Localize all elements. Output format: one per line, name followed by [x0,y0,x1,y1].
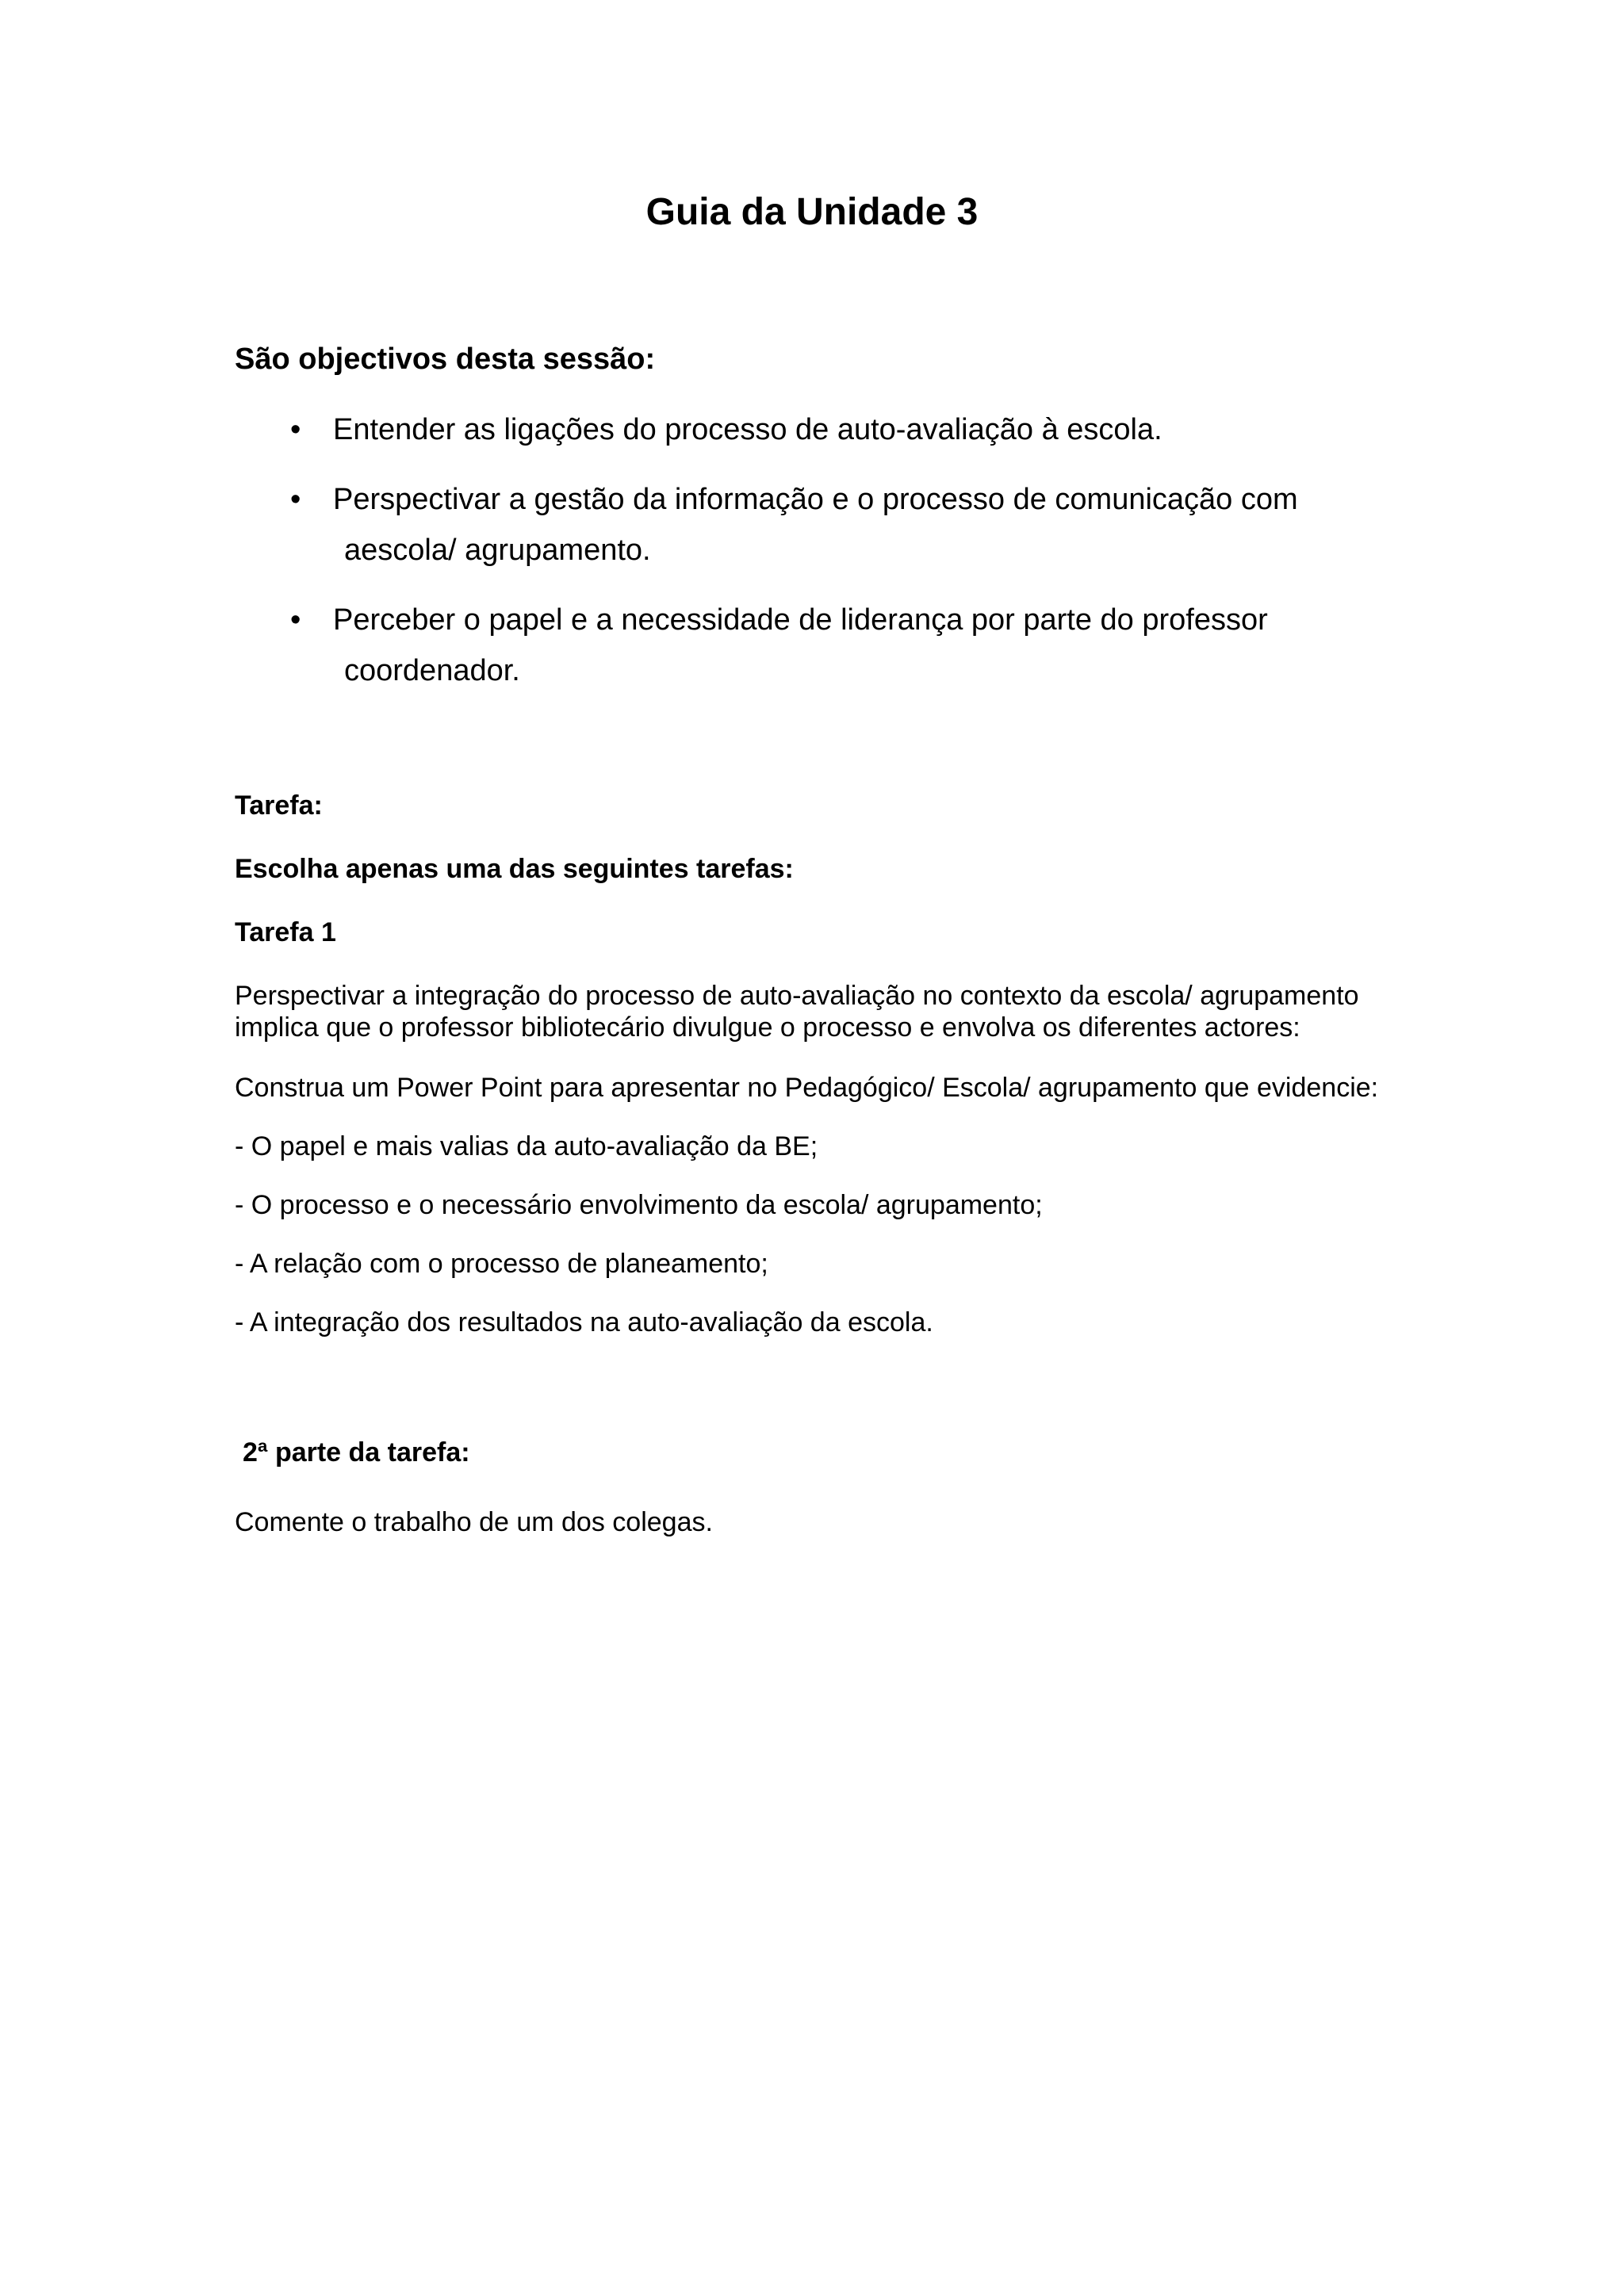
task1-item: - O papel e mais valias da auto-avaliação da BE; [235,1131,818,1161]
bullet-icon: • [290,603,301,637]
objective-text: Perceber o papel e a necessidade de liderança por parte do professor [333,603,1268,637]
objective-item [235,595,1408,696]
part2-heading: 2ª parte da tarefa: [243,1437,470,1468]
objective-text: Entender as ligações do processo de auto-avaliação à escola. [333,413,1162,446]
bullet-icon: • [290,413,301,446]
task1-item: - A relação com o processo de planeamento; [235,1249,768,1279]
objectives-list [235,404,1408,715]
task1-item: - A integração dos resultados na auto-avaliação da escola. [235,1307,933,1337]
objective-item [235,404,1408,455]
task-heading: Tarefa: [235,790,323,821]
objective-text-continuation: coordenador. [344,654,520,687]
choose-instruction: Escolha apenas uma das seguintes tarefas: [235,854,794,884]
page-title: Guia da Unidade 3 [645,191,979,233]
objective-text-continuation: aescola/ agrupamento. [344,534,651,567]
task1-item: - O processo e o necessário envolvimento da escola/ agrupamento; [235,1190,1043,1220]
bullet-icon: • [290,483,301,516]
task1-intro-paragraph: Perspectivar a integração do processo de auto-avaliação no contexto da escola/ agrupamento implica que o professor bibliotecário divulgue o processo e envolva os diferentes actores: [235,981,1359,1043]
task1-heading: Tarefa 1 [235,917,336,947]
objectives-heading: São objectivos desta sessão: [235,342,656,376]
task1-instruction: Construa um Power Point para apresentar no Pedagógico/ Escola/ agrupamento que evidencie: [235,1073,1379,1103]
objective-item [235,474,1408,576]
part2-text: Comente o trabalho de um dos colegas. [235,1507,713,1537]
objective-text: Perspectivar a gestão da informação e o processo de comunicação com [333,483,1298,516]
